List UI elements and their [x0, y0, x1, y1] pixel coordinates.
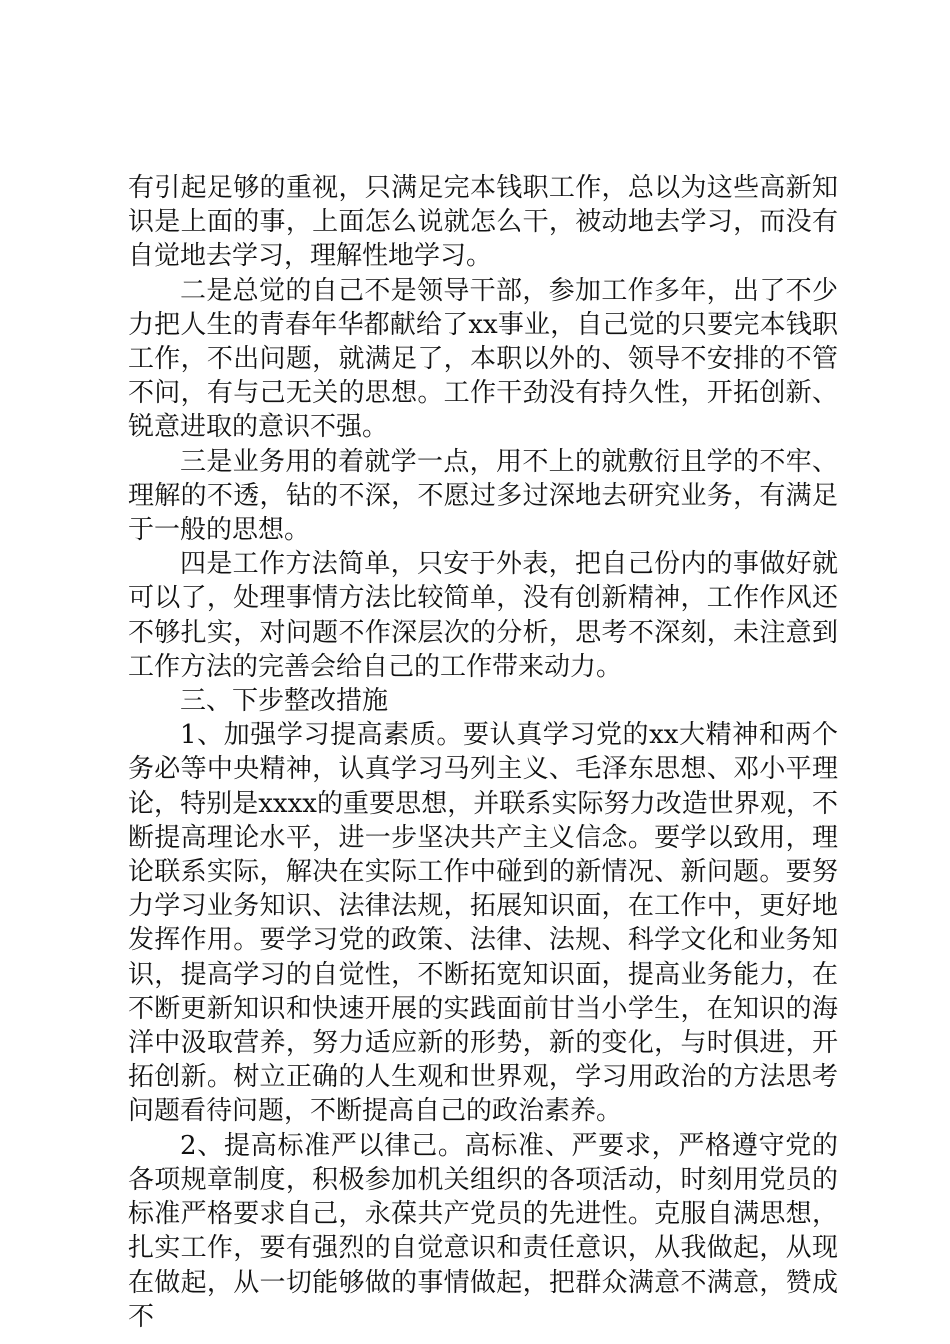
paragraph-third-point: 三是业务用的着就学一点，用不上的就敷衍且学的不牢、理解的不透，钻的不深，不愿过多过深地去研究业务，有满足于一般的思想。 — [128, 446, 838, 546]
section-heading: 三、下步整改措施 — [180, 686, 389, 717]
paragraph-measure-2: 2、提高标准严以律己。高标准、严要求，严格遵守党的各项规章制度，积极参加机关组织的各项活动，时刻用党员的标准严格要求自己，永葆共产党员的先进性。克服自满思想，扎实工作，要有强烈的自觉意识和责任意识，从我做起，从现在做起，从一切能够做的事情做起，把群众满意不满意，赞成不 — [128, 1130, 838, 1332]
paragraph-fourth-point: 四是工作方法简单，只安于外表，把自己份内的事做好就可以了，处理事情方法比较简单，没有创新精神，工作作风还不够扎实，对问题不作深层次的分析，思考不深刻，未注意到工作方法的完善会给自己的工作带来动力。 — [128, 549, 838, 682]
paragraph-second-point: 二是总觉的自己不是领导干部，参加工作多年，出了不少力把人生的青春年华都献给了xx事业，自己觉的只要完本钱职工作，不出问题，就满足了，本职以外的、领导不安排的不管不问，有与己无关的思想。工作干劲没有持久性，开拓创新、锐意进取的意识不强。 — [128, 275, 838, 443]
paragraph-continuation: 有引起足够的重视，只满足完本钱职工作，总以为这些高新知识是上面的事，上面怎么说就怎么干，被动地去学习，而没有自觉地去学习，理解性地学习。 — [128, 173, 838, 272]
document-body — [128, 171, 838, 1334]
paragraph-measure-1: 1、加强学习提高素质。要认真学习党的xx大精神和两个务必等中央精神，认真学习马列主义、毛泽东思想、邓小平理论，特别是xxxx的重要思想，并联系实际努力改造世界观，不断提高理论水平，进一步坚决共产主义信念。要学以致用，理论联系实际，解决在实际工作中碰到的新情况、新问题。要努力学习业务知识、法律法规，拓展知识面，在工作中，更好地发挥作用。要学习党的政策、法律、法规、科学文化和业务知识，提高学习的自觉性，不断拓宽知识面，提高业务能力，在不断更新知识和快速开展的实践面前甘当小学生，在知识的海洋中汲取营养，努力适应新的形势，新的变化，与时俱进，开拓创新。树立正确的人生观和世界观，学习用政治的方法思考问题看待问题，不断提高自己的政治素养。 — [128, 720, 838, 1127]
